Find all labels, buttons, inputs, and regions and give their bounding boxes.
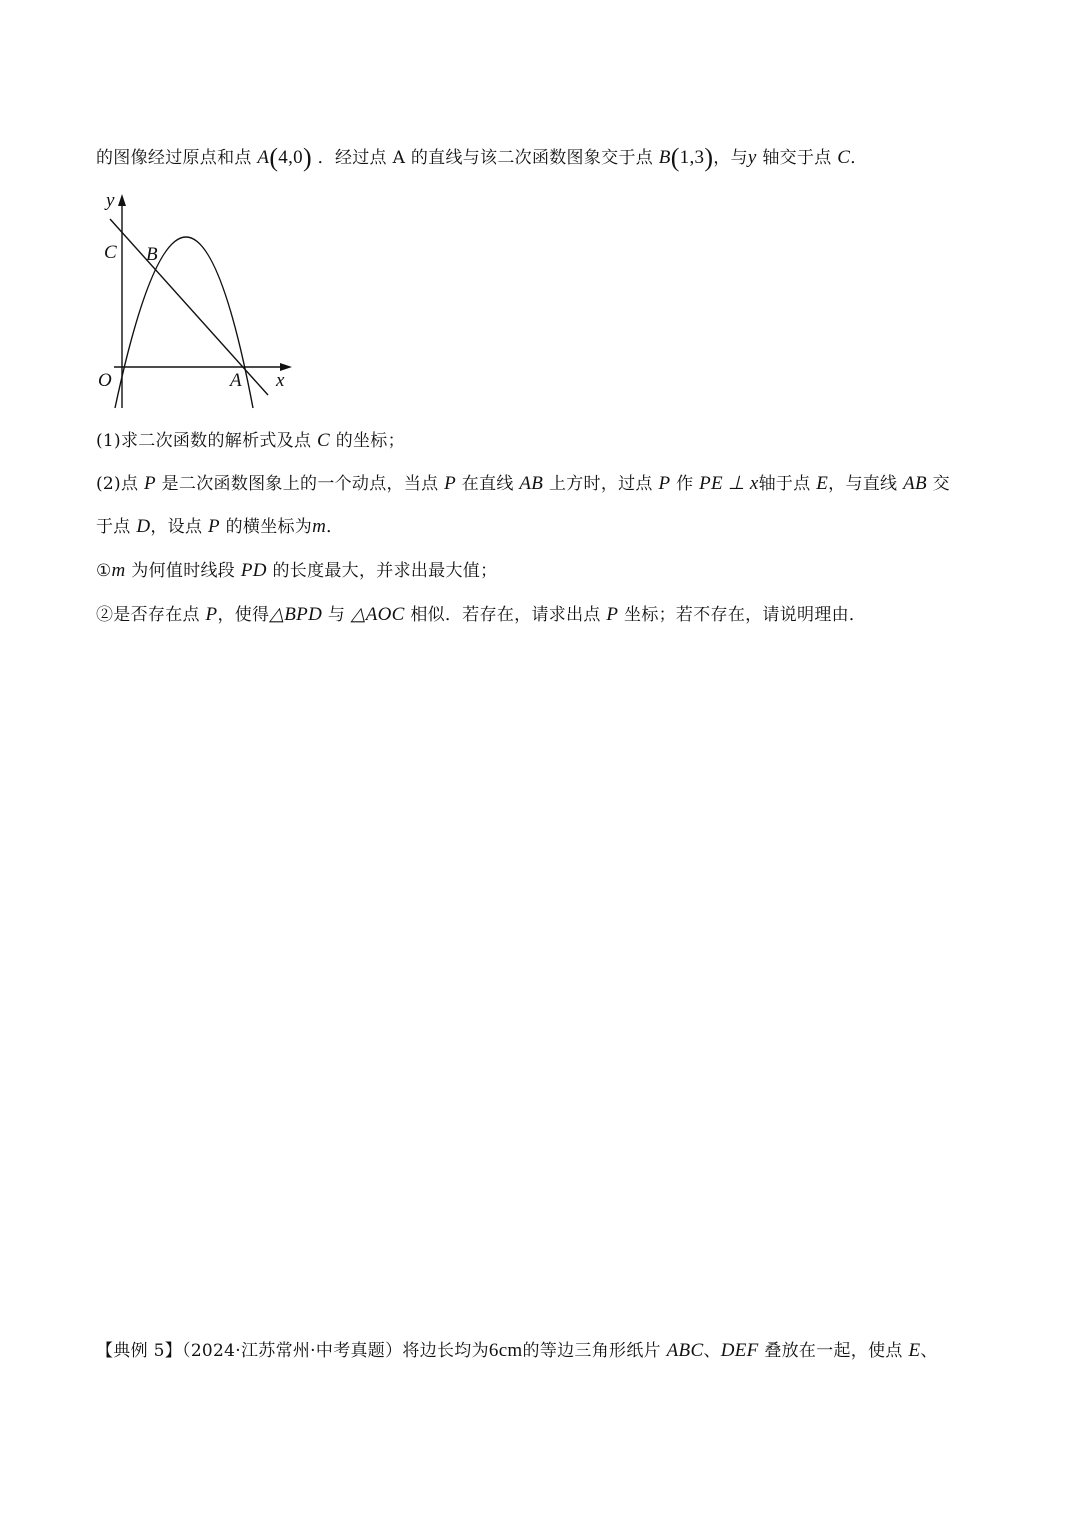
q2b-point-p-2: P xyxy=(606,604,619,625)
paren-open: ( xyxy=(269,143,279,172)
q2b-text-2: ，使得 xyxy=(217,605,270,625)
intro-text-6: ． xyxy=(850,148,868,168)
paren-open: ( xyxy=(670,143,680,172)
q2-line2-text-2: ，设点 xyxy=(150,517,203,537)
paren-close: ) xyxy=(704,143,714,172)
q2-line2-text-4: ． xyxy=(326,517,344,537)
q2a-text-2: 的长度最大，并求出最大值； xyxy=(272,561,498,581)
q2-text-5: 作 xyxy=(676,474,694,494)
point-a-label: A xyxy=(257,147,270,168)
q2-line-ab-1: AB xyxy=(519,473,544,494)
example5-triangle-def: DEF xyxy=(720,1340,759,1361)
q2b-point-p-1: P xyxy=(205,604,218,625)
example5-text-2: 的等边三角形纸片 xyxy=(522,1341,661,1361)
q2-text-1: (2)点 xyxy=(96,474,139,494)
example5-triangle-abc: ABC xyxy=(666,1340,704,1361)
q1-point-c: C xyxy=(317,430,330,451)
q1-text-2: 的坐标； xyxy=(335,431,405,451)
q2-text-3: 在直线 xyxy=(461,474,514,494)
intro-line xyxy=(96,143,868,172)
example5-text-4: 叠放在一起，使点 xyxy=(764,1341,903,1361)
example5-point-e: E xyxy=(908,1340,921,1361)
q2b-triangle-aoc: △AOC xyxy=(350,604,405,625)
q2b-triangle-bpd: △BPD xyxy=(269,604,323,625)
q2-line-ab-2: AB xyxy=(903,473,927,494)
label-c: C xyxy=(104,242,117,263)
point-c-label: C xyxy=(837,147,851,168)
y-axis-arrow xyxy=(118,194,126,206)
q2a-text-1: 为何值时线段 xyxy=(131,561,236,581)
paren-close: ) xyxy=(302,143,312,172)
q2b-text-3: 与 xyxy=(327,605,346,625)
question-1 xyxy=(96,429,405,453)
question-2-line-2 xyxy=(96,515,343,539)
q2-line2-text-3: 的横坐标为 xyxy=(225,517,313,537)
q2a-marker: ① xyxy=(96,561,112,581)
intro-text-2: ．经过点 xyxy=(317,148,387,168)
label-x: x xyxy=(276,370,285,391)
label-o: O xyxy=(98,370,112,391)
label-a: A xyxy=(230,370,242,391)
q2-text-4: 上方时，过点 xyxy=(548,474,653,494)
q2a-segment-pd: PD xyxy=(240,560,267,581)
example5-length: 6cm xyxy=(488,1340,523,1361)
label-b: B xyxy=(146,244,158,265)
point-b-coords: 1,3 xyxy=(679,147,705,168)
q2-var-m: m xyxy=(312,516,327,537)
example5-text-5: 、 xyxy=(920,1341,938,1361)
q2-point-p-1: P xyxy=(144,473,156,494)
q2-text-2: 是二次函数图象上的一个动点，当点 xyxy=(161,474,439,494)
q2-point-e: E xyxy=(816,473,829,494)
q2-point-p-4: P xyxy=(207,516,220,537)
intro-text-5: 轴交于点 xyxy=(762,148,832,168)
q2-text-7: ，与直线 xyxy=(828,474,898,494)
q1-text-1: (1)求二次函数的解析式及点 xyxy=(96,431,312,451)
label-y: y xyxy=(106,190,115,211)
q2-pe-perp-x: PE ⊥ x xyxy=(699,473,759,494)
question-2b xyxy=(96,603,866,627)
point-a-plain: A xyxy=(392,148,406,168)
point-a-coords: 4,0 xyxy=(278,147,303,168)
q2b-text-1: ②是否存在点 xyxy=(96,605,200,625)
point-b-label: B xyxy=(658,147,671,168)
question-2-line-1 xyxy=(96,472,950,496)
intro-text-1: 的图像经过原点和点 xyxy=(96,148,252,168)
q2-point-d: D xyxy=(136,516,151,537)
example5-text-3: 、 xyxy=(703,1341,721,1361)
q2-point-p-2: P xyxy=(444,473,457,494)
q2a-var-m: m xyxy=(111,560,126,581)
example5-text-1: 【典例 5】（2024·江苏常州·中考真题）将边长均为 xyxy=(96,1341,489,1361)
question-2a xyxy=(96,559,497,583)
q2-text-8: 交 xyxy=(932,474,950,494)
intro-text-4: ，与 xyxy=(713,148,748,168)
q2b-text-4: 相似．若存在，请求出点 xyxy=(410,605,601,625)
q2b-text-5: 坐标；若不存在，请说明理由． xyxy=(624,605,867,625)
example-5 xyxy=(96,1339,938,1363)
q2-text-6: 轴于点 xyxy=(758,474,811,494)
parabola-figure xyxy=(90,186,300,416)
y-axis-ref: y xyxy=(747,147,757,168)
intro-text-3: 的直线与该二次函数图象交于点 xyxy=(410,148,654,168)
q2-line2-text-1: 于点 xyxy=(96,517,131,537)
q2-point-p-3: P xyxy=(658,473,671,494)
